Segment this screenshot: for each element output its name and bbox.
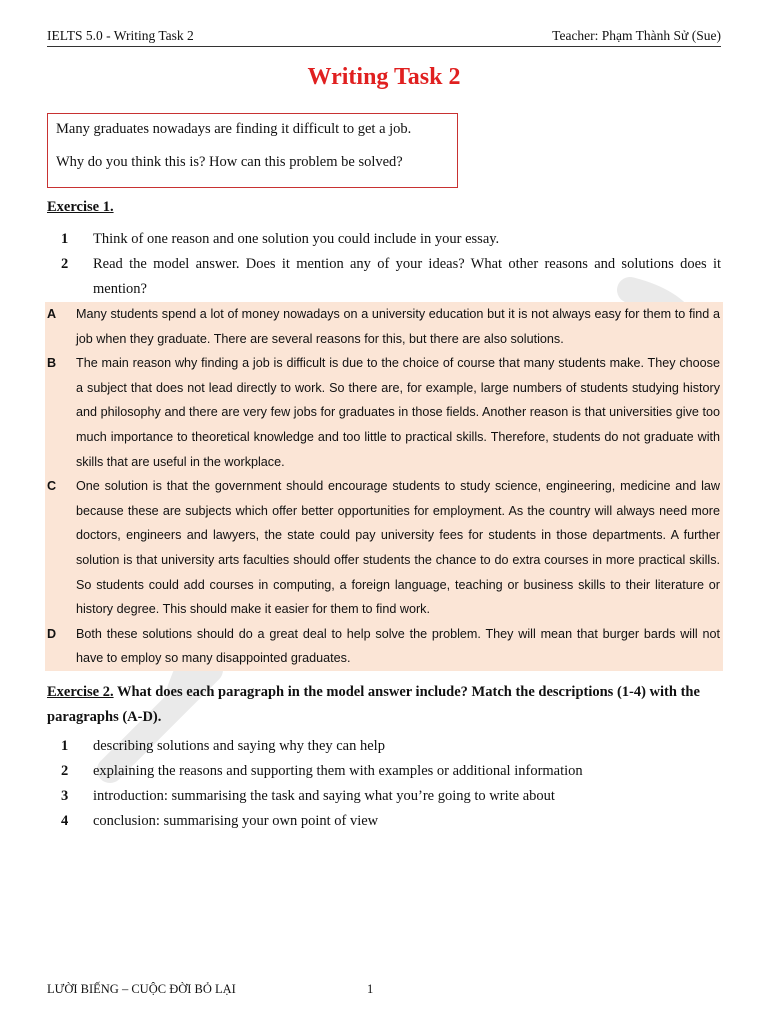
paragraph-label: B xyxy=(47,356,57,371)
paragraph-label: A xyxy=(47,307,57,321)
item-number: 2 xyxy=(61,256,69,272)
item-text: describing solutions and saying why they can help xyxy=(93,738,385,754)
paragraph-label: D xyxy=(47,626,57,641)
list-item xyxy=(47,809,721,834)
exercise-2-label: Exercise 2. xyxy=(47,684,114,700)
essay-paragraph-d xyxy=(45,622,721,671)
list-item xyxy=(47,252,721,302)
list-item xyxy=(47,759,721,784)
page-header xyxy=(47,22,721,47)
item-number: 4 xyxy=(61,813,69,829)
item-text: introduction: summarising the task and saying what you’re going to write about xyxy=(93,788,555,804)
header-course: IELTS 5.0 - Writing Task 2 xyxy=(47,28,194,43)
item-text: conclusion: summarising your own point of view xyxy=(93,813,379,829)
prompt-line-1: Many graduates nowadays are finding it difficult to get a job. xyxy=(56,121,412,137)
header-teacher: Teacher: Phạm Thành Sử (Sue) xyxy=(552,28,721,43)
paragraph-text: One solution is that the government should encourage students to study science, engineering, medicine and law because these are subjects which offer better opportunities for employment. As the country will always need more doctors, engineers and lawyers, the state could pay university fees for students in those departments. A further solution is that university arts faculties should offer students the chance to do extra courses in more practical skills. So students could add courses in computing, a foreign language, teaching or business skills to their literature or history degree. This should make it easier for them to find work. xyxy=(76,479,720,617)
essay-paragraph-b xyxy=(45,351,721,474)
item-number: 2 xyxy=(61,763,69,779)
model-answer-essay xyxy=(45,302,723,671)
exercise-1-list xyxy=(47,227,721,302)
exercise-2-list xyxy=(47,734,721,834)
prompt-line-2: Why do you think this is? How can this problem be solved? xyxy=(56,154,403,170)
essay-paragraph-c xyxy=(45,474,721,622)
paragraph-text: Both these solutions should do a great deal to help solve the problem. They will mean that burger bards will not have to employ so many disappointed graduates. xyxy=(76,626,720,666)
item-number: 1 xyxy=(61,231,69,247)
page-footer xyxy=(47,982,373,997)
footer-motto: LƯỜI BIẾNG – CUỘC ĐỜI BỎ LẠI xyxy=(47,982,236,996)
exercise-2-heading xyxy=(47,680,721,730)
essay-paragraph-a xyxy=(45,302,721,351)
paragraph-label: C xyxy=(47,479,57,494)
item-text: explaining the reasons and supporting them with examples or additional information xyxy=(93,763,583,779)
paragraph-text: The main reason why finding a job is difficult is due to the choice of course that many students make. They choose a subject that does not lead directly to work. So there are, for example, large numbers of students studying history and philosophy and there are very few jobs for graduates in those fields. Another reason is that universities give too much importance to theoretical knowledge and too little to practical skills. Therefore, students do not graduate with skills that are useful in the workplace. xyxy=(76,356,720,469)
exercise-2-instruction: What does each paragraph in the model answer include? Match the descriptions (1-4) with the paragraphs (A-D). xyxy=(47,684,700,725)
exercise-1-heading xyxy=(47,199,721,216)
page-title: Writing Task 2 xyxy=(307,64,461,90)
item-number: 1 xyxy=(61,738,69,754)
list-item xyxy=(47,734,721,759)
page-number: 1 xyxy=(367,982,374,996)
task-prompt-box xyxy=(47,113,458,188)
list-item xyxy=(47,227,721,252)
list-item xyxy=(47,784,721,809)
item-text: Read the model answer. Does it mention any of your ideas? What other reasons and solutions does it mention? xyxy=(93,256,721,297)
exercise-1-label: Exercise 1. xyxy=(47,199,114,215)
item-text: Think of one reason and one solution you could include in your essay. xyxy=(93,231,500,247)
paragraph-text: Many students spend a lot of money nowadays on a university education but it is not always easy for them to find a job when they graduate. There are several reasons for this, but there are also solutions. xyxy=(76,307,720,346)
item-number: 3 xyxy=(61,788,69,804)
